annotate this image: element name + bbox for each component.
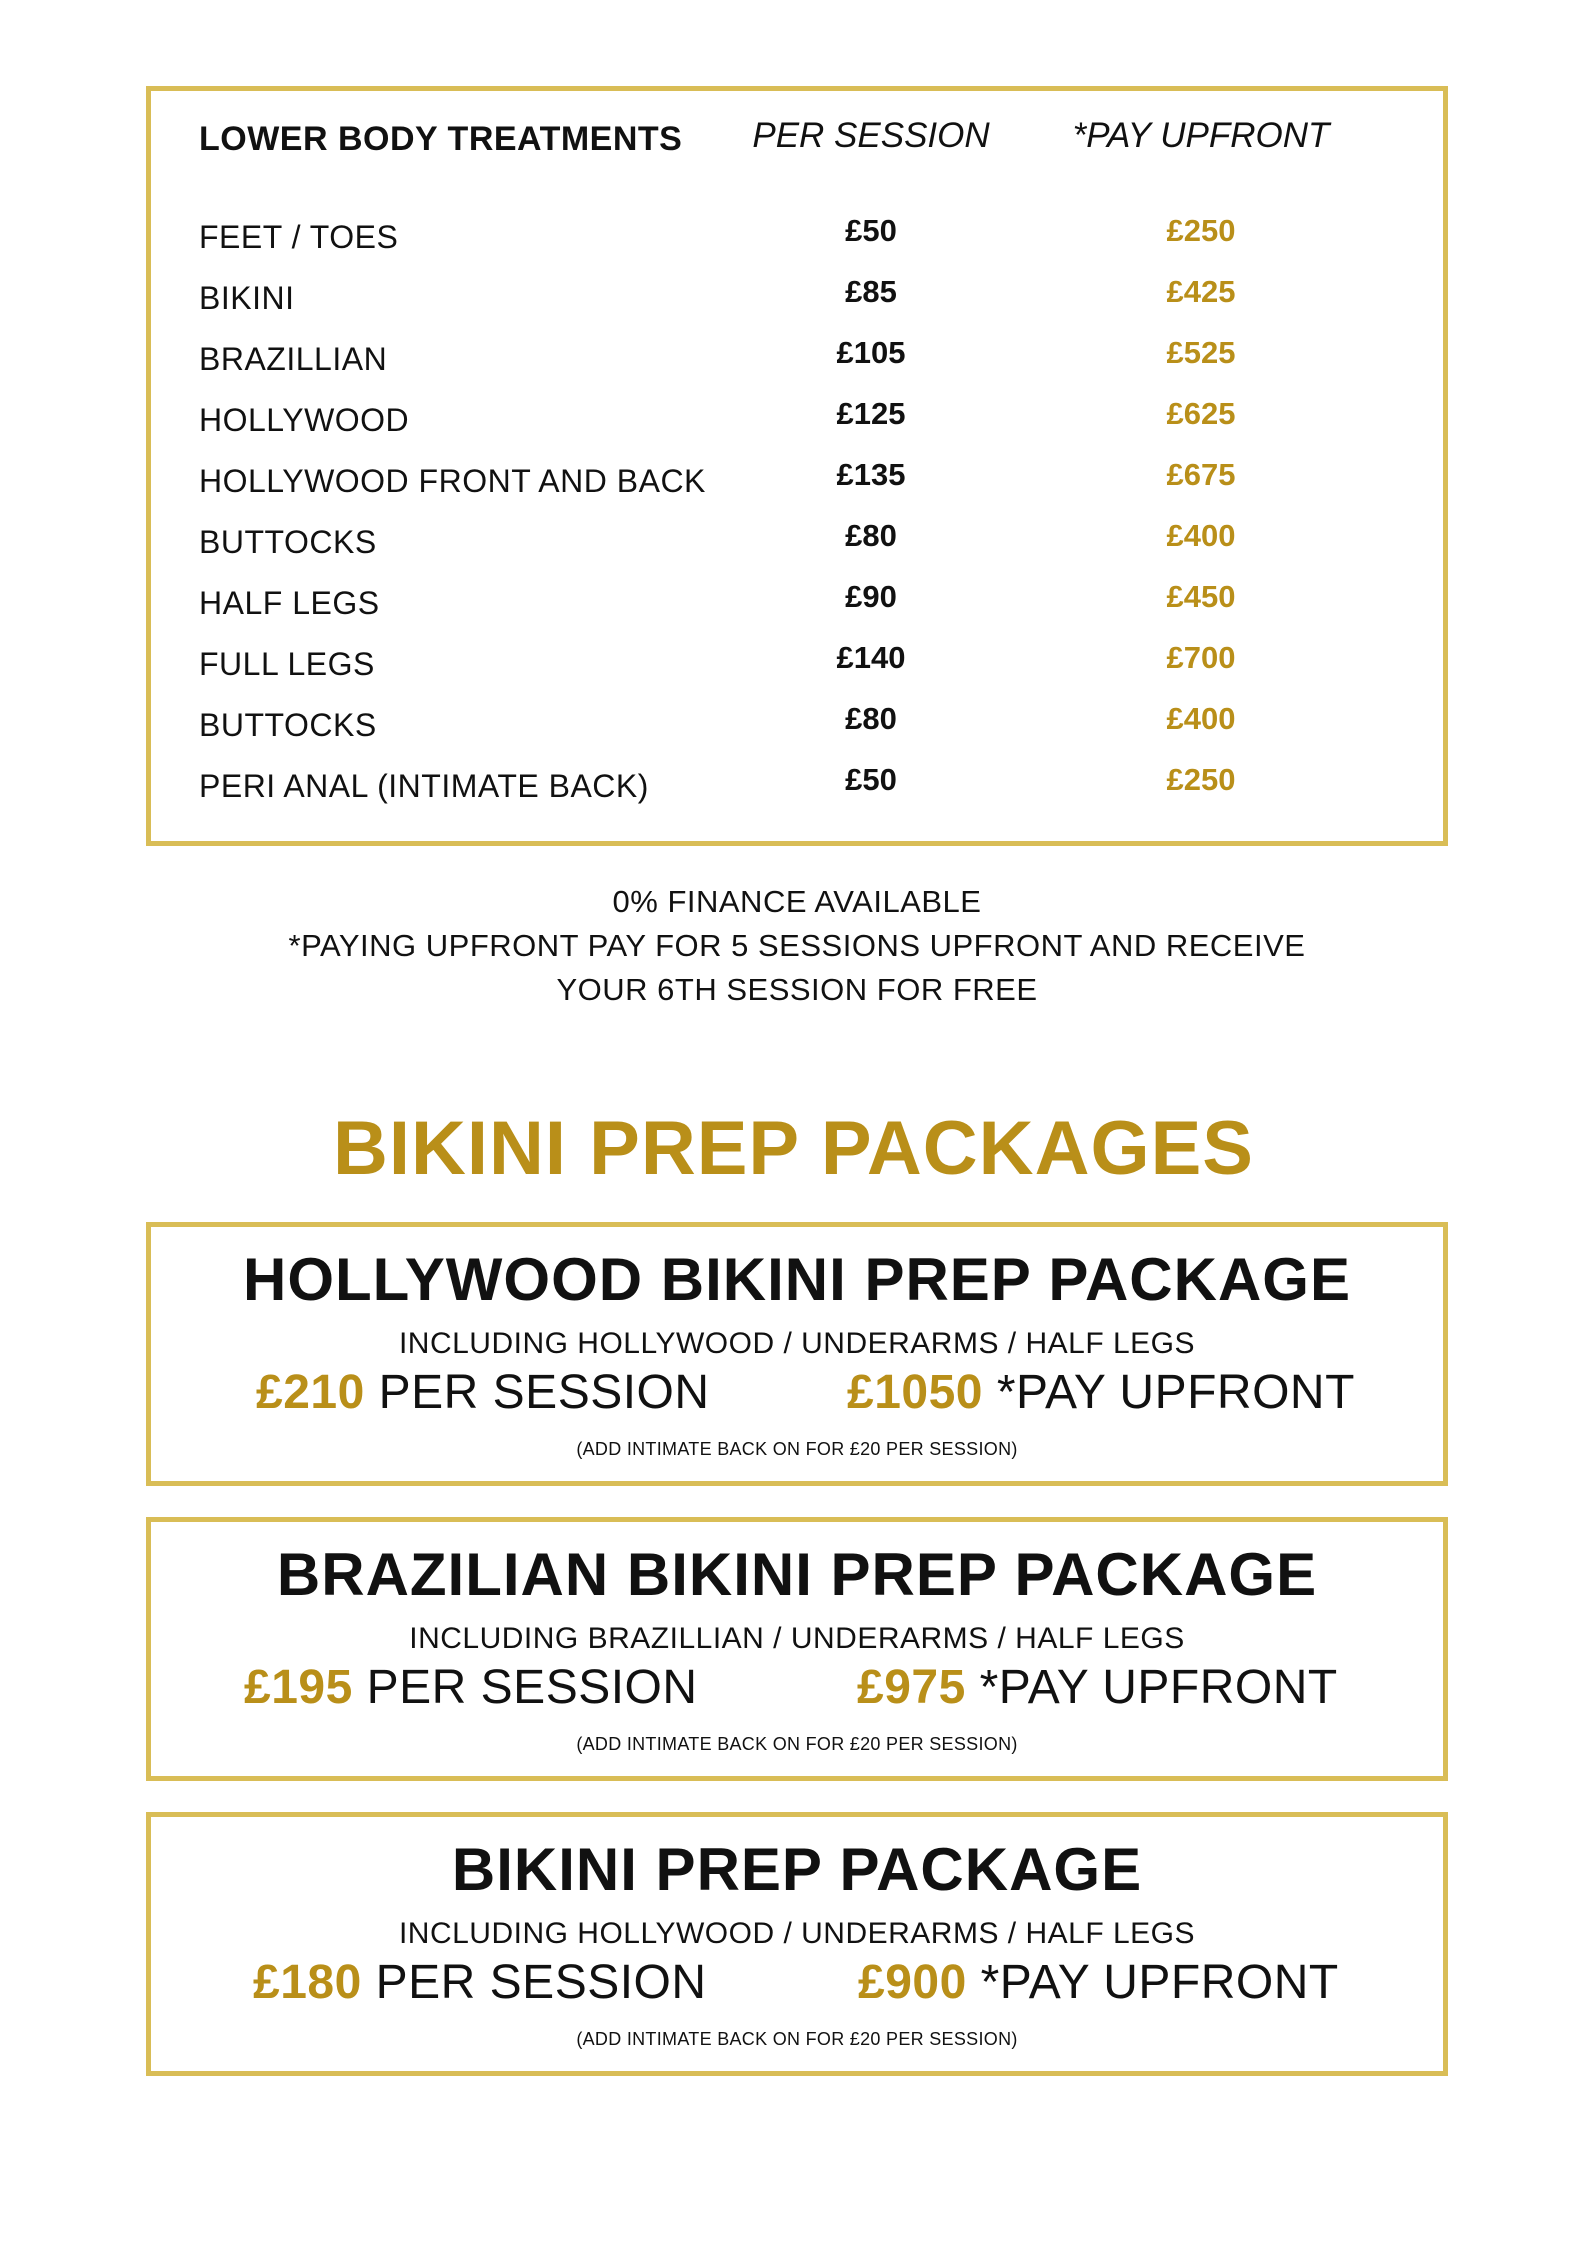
session-price-amount: £210 <box>256 1366 365 1419</box>
treatment-name: HOLLYWOOD <box>199 402 410 438</box>
treatment-name: HOLLYWOOD FRONT AND BACK <box>199 463 706 499</box>
package-session-price <box>256 1365 710 1420</box>
treatments-price-table <box>146 86 1448 846</box>
session-price: £50 <box>845 762 897 797</box>
session-price: £85 <box>845 274 897 309</box>
treatment-name: BUTTOCKS <box>199 707 377 743</box>
finance-note-line: 0% FINANCE AVAILABLE <box>612 884 982 919</box>
package-addon-note: (ADD INTIMATE BACK ON FOR £20 PER SESSION) <box>576 1734 1018 1754</box>
section-title: BIKINI PREP PACKAGES <box>333 1106 1254 1191</box>
package-upfront-price <box>858 1955 1339 2010</box>
upfront-price: £675 <box>1166 457 1236 492</box>
session-price-label: PER SESSION <box>378 1366 710 1419</box>
upfront-price: £525 <box>1166 335 1236 370</box>
upfront-price: £250 <box>1166 213 1236 248</box>
package-title: HOLLYWOOD BIKINI PREP PACKAGE <box>242 1246 1351 1313</box>
upfront-note-line: *PAYING UPFRONT PAY FOR 5 SESSIONS UPFRONT AND RECEIVE <box>288 928 1306 963</box>
upfront-note-line: YOUR 6TH SESSION FOR FREE <box>556 972 1038 1007</box>
session-price: £80 <box>845 701 897 736</box>
package-addon-note: (ADD INTIMATE BACK ON FOR £20 PER SESSION) <box>576 2029 1018 2049</box>
package-includes: INCLUDING BRAZILLIAN / UNDERARMS / HALF LEGS <box>409 1622 1185 1655</box>
session-price: £140 <box>836 640 906 675</box>
package-card <box>146 1812 1448 2076</box>
package-includes: INCLUDING HOLLYWOOD / UNDERARMS / HALF LEGS <box>398 1327 1196 1360</box>
treatment-name: FULL LEGS <box>199 646 375 682</box>
treatment-name: BUTTOCKS <box>199 524 377 560</box>
upfront-price: £425 <box>1166 274 1236 309</box>
table-heading: LOWER BODY TREATMENTS <box>199 120 683 158</box>
treatment-name: PERI ANAL (INTIMATE BACK) <box>199 768 649 804</box>
session-price: £50 <box>845 213 897 248</box>
package-addon-note: (ADD INTIMATE BACK ON FOR £20 PER SESSION) <box>576 1439 1018 1459</box>
session-price: £105 <box>836 335 906 370</box>
treatment-name: BIKINI <box>199 280 295 316</box>
upfront-price-label: *PAY UPFRONT <box>996 1366 1355 1419</box>
upfront-price-amount: £900 <box>858 1956 967 2009</box>
session-price: £125 <box>836 396 906 431</box>
session-price: £90 <box>845 579 897 614</box>
upfront-price: £700 <box>1166 640 1236 675</box>
package-title: BIKINI PREP PACKAGE <box>451 1836 1143 1903</box>
pay-upfront-column-header: *PAY UPFRONT <box>1072 116 1330 155</box>
session-price-label: PER SESSION <box>375 1956 707 2009</box>
package-session-price <box>244 1660 698 1715</box>
package-upfront-price <box>847 1365 1355 1420</box>
package-title: BRAZILIAN BIKINI PREP PACKAGE <box>276 1541 1318 1608</box>
treatment-name: HALF LEGS <box>199 585 380 621</box>
package-card <box>146 1222 1448 1486</box>
per-session-column-header: PER SESSION <box>752 116 990 155</box>
package-upfront-price <box>857 1660 1338 1715</box>
upfront-price: £625 <box>1166 396 1236 431</box>
session-price-label: PER SESSION <box>366 1661 698 1714</box>
session-price: £135 <box>836 457 906 492</box>
upfront-price: £400 <box>1166 518 1236 553</box>
package-card <box>146 1517 1448 1781</box>
upfront-price: £450 <box>1166 579 1236 614</box>
treatment-name: BRAZILLIAN <box>199 341 388 377</box>
upfront-price-amount: £975 <box>857 1661 966 1714</box>
upfront-price-label: *PAY UPFRONT <box>979 1661 1338 1714</box>
package-session-price <box>253 1955 707 2010</box>
upfront-price: £400 <box>1166 701 1236 736</box>
session-price: £80 <box>845 518 897 553</box>
session-price-amount: £180 <box>253 1956 362 2009</box>
upfront-price: £250 <box>1166 762 1236 797</box>
session-price-amount: £195 <box>244 1661 353 1714</box>
package-includes: INCLUDING HOLLYWOOD / UNDERARMS / HALF LEGS <box>398 1917 1196 1950</box>
treatment-name: FEET / TOES <box>199 219 399 255</box>
upfront-price-label: *PAY UPFRONT <box>980 1956 1339 2009</box>
upfront-price-amount: £1050 <box>847 1366 983 1419</box>
finance-notes <box>146 880 1448 1012</box>
